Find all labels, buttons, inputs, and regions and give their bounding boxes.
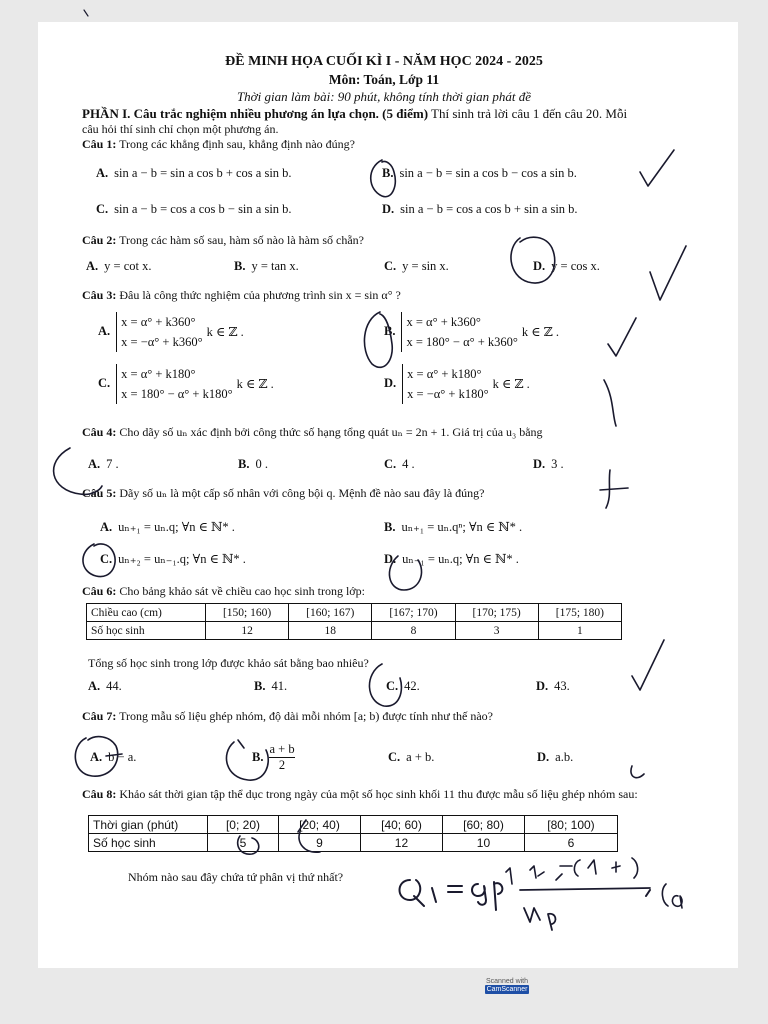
- q4-option-b[interactable]: B. 0 .: [238, 457, 268, 471]
- question-1-text: Trong các khẳng định sau, khẳng định nào đúng?: [119, 137, 355, 151]
- exam-subject: Môn: Toán, Lớp 11: [328, 72, 440, 87]
- question-1-label: Câu 1:: [82, 137, 117, 151]
- q6-option-b[interactable]: B. 41.: [254, 679, 288, 693]
- q2-option-d[interactable]: D. y = cos x.: [533, 259, 600, 273]
- scanner-watermark-line1: Scanned with: [485, 978, 529, 985]
- q5-option-a[interactable]: A. uₙ₊₁ = uₙ.q; ∀n ∈ ℕ* .: [100, 520, 235, 534]
- question-7: Câu 7: Trong mẫu số liệu ghép nhóm, độ dài mỗi nhóm [a; b) được tính như thế nào?: [82, 709, 494, 723]
- part1-instruction-2: câu hỏi thí sinh chỉ chọn một phương án.: [82, 122, 279, 136]
- q7-option-a[interactable]: A. b − a.: [90, 750, 137, 764]
- table-row: Số học sinh 12 18 8 3 1: [87, 622, 622, 640]
- scanner-watermark-line2: CamScanner: [486, 986, 528, 993]
- q1-option-a[interactable]: A. sin a − b = sin a cos b + cos a sin b.: [96, 166, 292, 180]
- q2-option-c[interactable]: C. y = sin x.: [384, 259, 449, 273]
- table-row: Số học sinh 5 9 12 10 6: [89, 834, 618, 852]
- question-8: Câu 8: Khảo sát thời gian tập thể dục trong ngày của một số học sinh khối 11 thu được mẫu số liệu ghép nhóm sau:: [82, 787, 638, 801]
- q5-option-c[interactable]: C. uₙ₊₂ = uₙ₋₁.q; ∀n ∈ ℕ* .: [100, 552, 246, 566]
- q1-option-d[interactable]: D. sin a − b = cos a cos b + sin a sin b.: [382, 202, 578, 216]
- q3-option-d[interactable]: D.x = α° + k180° x = −α° + k180°k ∈ ℤ .: [384, 364, 530, 404]
- q3-option-b[interactable]: B.x = α° + k360° x = 180° − α° + k360°k ∈ ℤ .: [384, 312, 559, 352]
- question-4: Câu 4: Cho dãy số uₙ xác định bởi công thức số hạng tổng quát uₙ = 2n + 1. Giá trị của u₃ bằng: [82, 425, 543, 439]
- q7-option-b[interactable]: B. $\frac{a + b}{2}$: [252, 742, 295, 772]
- q5-option-b[interactable]: B. uₙ₊₁ = uₙ.qⁿ; ∀n ∈ ℕ* .: [384, 520, 523, 534]
- question-1: [82, 137, 355, 152]
- exercise-time-table: [88, 815, 618, 852]
- q4-option-c[interactable]: C. 4 .: [384, 457, 415, 471]
- q5-option-d[interactable]: D. uₙ₋₁ = uₙ.q; ∀n ∈ ℕ* .: [384, 552, 519, 566]
- question-8-prompt: Nhóm nào sau đây chứa tứ phân vị thứ nhất?: [128, 870, 344, 884]
- q4-option-a[interactable]: A. 7 .: [88, 457, 119, 471]
- part1-heading: PHẦN I. Câu trắc nghiệm nhiều phương án lựa chọn. (5 điểm): [82, 106, 429, 121]
- q7-option-c[interactable]: C. a + b.: [388, 750, 435, 764]
- question-3: Câu 3: Đâu là công thức nghiệm của phương trình sin x = sin α° ?: [82, 288, 401, 302]
- q3-option-a[interactable]: A.x = α° + k360° x = −α° + k360°k ∈ ℤ .: [98, 312, 244, 352]
- q6-option-c[interactable]: C. 42.: [386, 679, 420, 693]
- table-header-row: Chiều cao (cm) [150; 160) [160; 167) [167; 170) [170; 175) [175; 180): [87, 604, 622, 622]
- q6-option-d[interactable]: D. 43.: [536, 679, 570, 693]
- question-5: Câu 5: Dãy số uₙ là một cấp số nhân với công bội q. Mệnh đề nào sau đây là đúng?: [82, 486, 485, 500]
- q4-option-d[interactable]: D. 3 .: [533, 457, 564, 471]
- question-2: Câu 2: Trong các hàm số sau, hàm số nào là hàm số chẵn?: [82, 233, 364, 247]
- part1-instruction: Thí sinh trả lời câu 1 đến câu 20. Mỗi: [431, 106, 628, 121]
- q1-option-c[interactable]: C. sin a − b = cos a cos b − sin a sin b.: [96, 202, 292, 216]
- exam-title: ĐỀ MINH HỌA CUỐI KÌ I - NĂM HỌC 2024 - 2025: [225, 54, 543, 69]
- question-6-prompt: Tổng số học sinh trong lớp được khảo sát bằng bao nhiêu?: [88, 656, 369, 670]
- q2-option-a[interactable]: A. y = cot x.: [86, 259, 152, 273]
- part1-heading-line: [82, 106, 627, 122]
- q7-option-d[interactable]: D. a.b.: [537, 750, 574, 764]
- exam-time: Thời gian làm bài: 90 phút, không tính thời gian phát đề: [236, 89, 532, 104]
- q2-option-b[interactable]: B. y = tan x.: [234, 259, 299, 273]
- table-header-row: Thời gian (phút) [0; 20) [20; 40) [40; 60) [60; 80) [80; 100): [89, 816, 618, 834]
- question-6: Câu 6: Cho bảng khảo sát về chiều cao học sinh trong lớp:: [82, 584, 365, 598]
- q1-option-b[interactable]: B. sin a − b = sin a cos b − cos a sin b.: [382, 166, 577, 180]
- q3-option-c[interactable]: C.x = α° + k180° x = 180° − α° + k180°k ∈ ℤ .: [98, 364, 274, 404]
- height-table: [86, 603, 622, 640]
- q6-option-a[interactable]: A. 44.: [88, 679, 122, 693]
- scanner-watermark: [478, 978, 536, 1012]
